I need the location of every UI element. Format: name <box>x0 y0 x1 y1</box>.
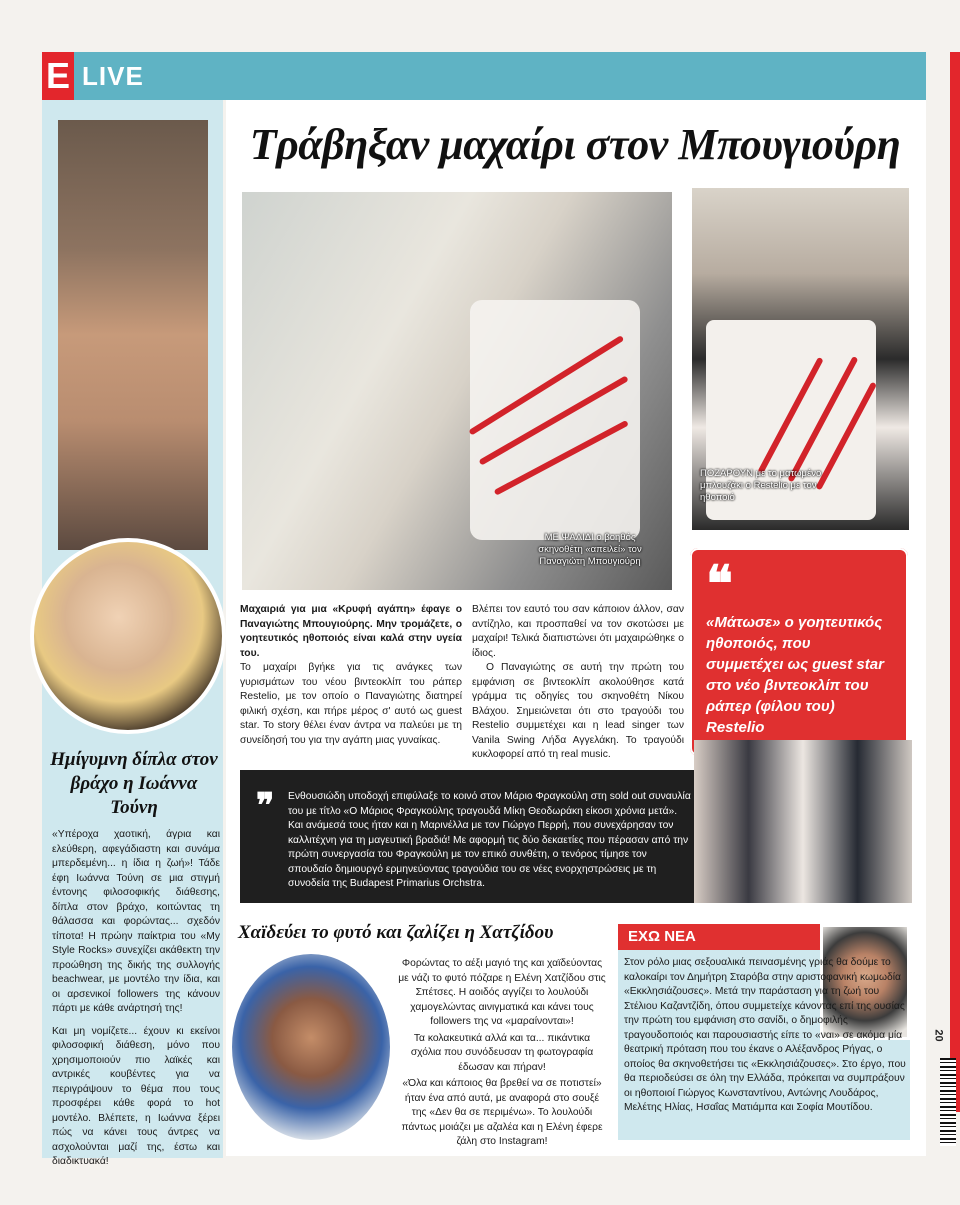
article-column-1 <box>240 603 462 748</box>
quote-text: «Μάτωσε» ο γοητευτικός ηθοποιός, που συμμετέχει ως guest star στο νέο βιντεοκλίπ του ράπερ (φίλου του) Restelio <box>706 614 884 736</box>
concert-photo <box>694 740 912 903</box>
photo-caption: ΜΕ ΨΑΛΙΔΙ ο βοηθός σκηνοθέτη «απειλεί» τον Παναγιώτη Μπουγιούρη <box>538 532 642 567</box>
barcode-icon <box>940 1058 956 1146</box>
news-box-text: Στον ρόλο μιας σεξουαλικά πεινασμένης γριάς θα δούμε το καλοκαίρι τον Δημήτρη Σταρόβα στην αριστοφανική κωμωδία «Εκκλησιάζουσες». Μετά την παράσταση για τη ζωή του Στέλιου Καζαντζίδη, όπου συμμετείχε κάνοντας επί της ουσίας την πρώτη του εμφάνιση στο σανίδι, ο δημοφιλής τραγουδοποιός και παρουσιαστής είπε το «ναι» σε ακόμα μία θεατρική πρόταση που του έκανε ο Αλέξανδρος Ρήγας, ο οποίος θα σκηνοθετήσει τις «Εκκλησιάζουσες». Στο έργο, που θα περιοδεύσει σε όλη την Ελλάδα, πρόκειται να συμπράξουν οι ηθοποιοί Γιώργος Κωνσταντίνου, Αντώνης Λουδάρος, Μελέτης Ηλίας, Ησαΐας Ματιάμπα και Σοφία Μουτίδου. <box>624 957 906 1113</box>
article-paragraph: Φορώντας το αέξι μαγιό της και χαϊδεύοντας με νάζι το φυτό πόζαρε η Ελένη Χατζίδου στις Σπέτσες. Η αοιδός αγγίζει το λουλούδι χαμογελώντας αινιγματικά και κάνει τους followers της να «μαραίνονται»! <box>398 958 606 1027</box>
pull-quote <box>690 548 908 756</box>
photo-caption: ΠΟΖΑΡΟΥΝ με το ματωμένο μπλουζάκι ο Restelio με τον ηθοποιό <box>700 468 822 503</box>
article-lead: Μαχαιριά για μια «Κρυφή αγάπη» έφαγε ο Παναγιώτης Μπουγιούρης. Μην τρομάζετε, ο γοητευτικός ηθοποιός είναι καλά στην υγεία του. <box>240 604 462 659</box>
article-column-2 <box>472 603 684 763</box>
portrait-circle-photo <box>30 538 226 734</box>
article-paragraph: Το μαχαίρι βγήκε για τις ανάγκες των γυρισμάτων του νέου βιντεοκλίπ του ράπερ Restelio, με τον οποίο ο Παναγιώτης διατηρεί φιλική σχέση, και πήρε μέρος σ' αυτό ως guest star. Το story θέλει έναν άντρα να παλεύει με τη συνείδησή του για την αγάπη μιας γυναίκας. <box>240 662 462 746</box>
swimsuit-photo <box>58 120 208 550</box>
bottom-left-body <box>398 957 606 1152</box>
edge-strip <box>950 52 960 1112</box>
bottom-left-headline: Χαϊδεύει το φυτό και ζαλίζει η Χατζίδου <box>238 922 554 943</box>
flower-photo <box>228 950 394 1144</box>
section-title: LIVE <box>82 61 144 91</box>
news-box-label: ΕΧΩ ΝΕΑ <box>618 924 820 950</box>
left-paragraph: Και μη νομίζετε... έχουν κι εκείνοι φιλοσοφική διάθεση, μόνο που χρησιμοποιούν πιο λαϊκές και αντρικές κουβέντες για να περιγράψουν το θέμα που τους προσφέρει κάθε φορά το hot μοντέλο. Βλέπετε, η Ιωάννα ξέρει πώς να κάνει τους άντρες να ασχολούνται μαζί της, έστω και διαδικτυακά! <box>52 1025 220 1167</box>
quote-marks-icon: ❞ <box>256 788 275 825</box>
left-article-body <box>52 828 220 1178</box>
quote-icon: ❝ <box>706 556 733 612</box>
page-headline: Τράβηξαν μαχαίρι στον Μπουγιούρη <box>249 120 901 169</box>
left-headline: Ημίγυμνη δίπλα στον βράχο η Ιωάννα Τούνη <box>50 749 218 818</box>
article-paragraph: Βλέπει τον εαυτό του σαν κάποιον άλλον, σαν αντίζηλο, και προσπαθεί να τον σκοτώσει με μαχαίρι! Τελικά διαπιστώνει ότι μαχαιρώθηκε ο ίδιος. <box>472 604 684 659</box>
news-strip-text: Ενθουσιώδη υποδοχή επιφύλαξε το κοινό στον Μάριο Φραγκούλη στη sold out συναυλία του με τίτλο «Ο Μάριος Φραγκούλης τραγουδά Μίκη Θεοδωράκη είκοσι χρόνια μετά». Και ανάμεσά τους ήταν και η Μαρινέλλα με τον Γιώργο Περρή, που συνεχάρησαν τον καλλιτέχνη για τη μαγευτική βραδιά! Με αφορμή τις δύο δεκαετίες που πέρασαν από την πρώτη συνεργασία του Φραγκούλη με τον επικό συνθέτη, ο τενόρος τίμησε τον σπουδαίο δημιουργό ερμηνεύοντας τραγούδια του σε νέες ενορχηστρώσεις με τη συνοδεία της Budapest Primarius Orchstra. <box>288 791 691 889</box>
header-band <box>42 52 926 100</box>
page-number: 20 <box>932 1029 945 1042</box>
article-paragraph: Ο Παναγιώτης σε αυτή την πρώτη του εμφάνιση σε βιντεοκλίπ ακολούθησε κατά γράμμα τις οδηγίες του σκηνοθέτη Νίκου Βλάχου. Σημειώνεται ότι στο τραγούδι του Restelio συμμετέχει και η lead singer των Vanila Swing Λήδα Αγγελάκη. Το τραγούδι κυκλοφορεί από τη real music. <box>472 662 684 760</box>
article-paragraph: Τα κολακευτικά αλλά και τα... πικάντικα σχόλια που συνόδευσαν τη φωτογραφία έδωσαν και πήραν! <box>410 1032 594 1073</box>
article-paragraph: «Όλα και κάποιος θα βρεθεί να σε ποτιστεί» ήταν ένα από αυτά, με αναφορά στο σουξέ της «Δεν θα σε περιμένω». Το λουλούδι πάντως μοιάζει με αζαλέα και η Ελένη έφερε ζάλη στο Instagram! <box>401 1078 603 1147</box>
brand-logo: E <box>42 52 74 100</box>
left-paragraph: «Υπέροχα χαοτική, άγρια και ελεύθερη, αφεγάδιαστη και συνάμα μπερδεμένη... η ίδια η ζωή»! Τάδε έφη Ιωάννα Τούνη σε μια στιγμή έντονης φιλοσοφικής διάθεσης, δίπλα στον βράχο, κοιτώντας τη θάλασσα και φορώντας... σχεδόν τίποτα! Η πρώην παίκτρια του «My Style Rocks» συνεχίζει ακάθεκτη την προώθηση της δικής της συλλογής beachwear, με μοντέλο την ίδια, και οι αρσενικοί followers της κάνουν πάρτι με κάθε ανάρτησή της! <box>52 829 220 1014</box>
